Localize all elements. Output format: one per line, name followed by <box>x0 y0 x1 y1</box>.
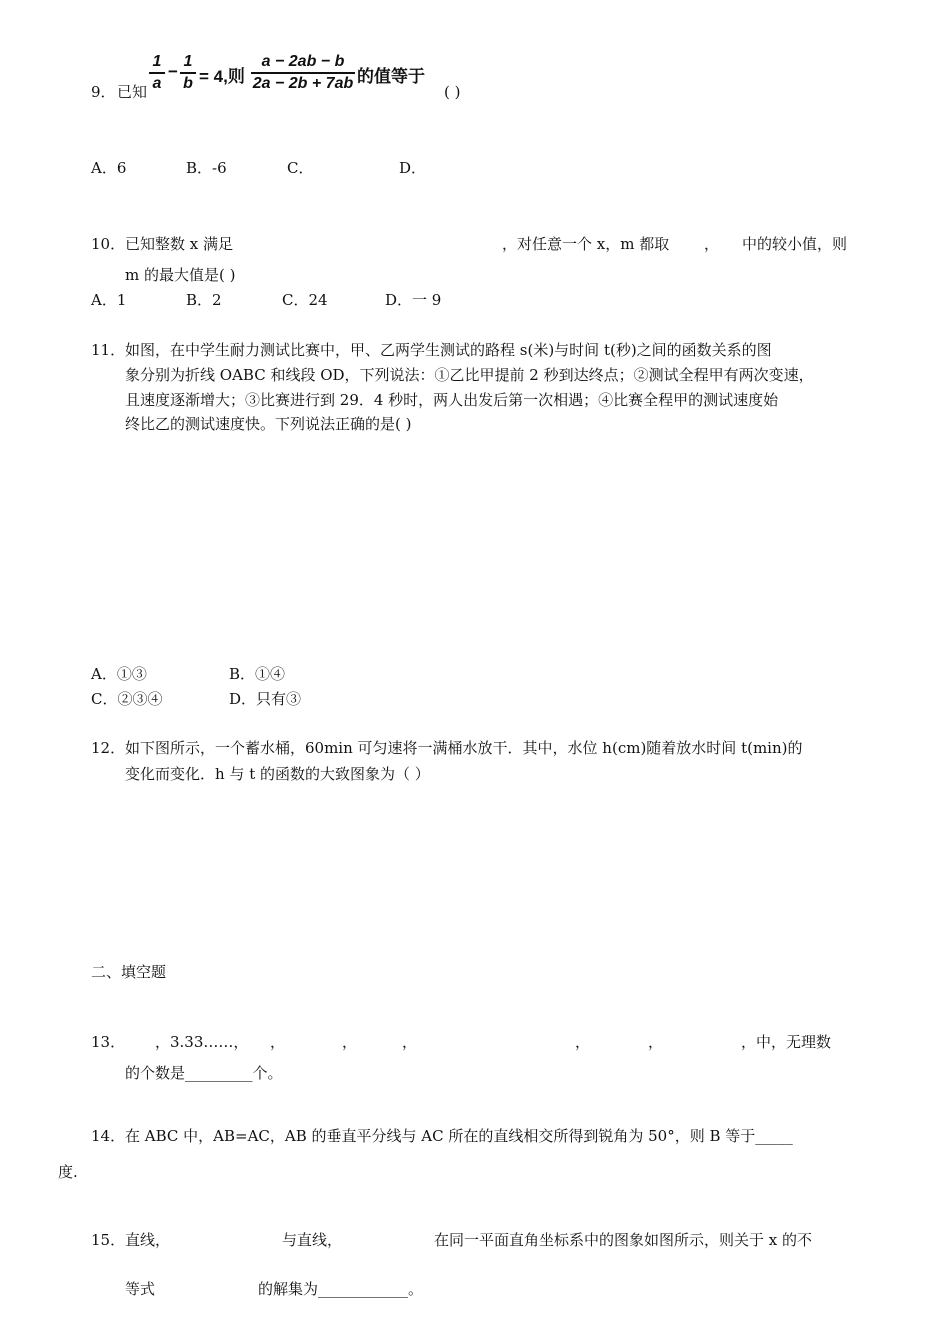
question-number: 13． <box>91 1033 126 1051</box>
question-line: 终比乙的测试速度快。下列说法正确的是( ) <box>125 415 412 433</box>
option-b: B．①④ <box>229 665 286 683</box>
question-text: ， <box>575 1033 591 1051</box>
question-text: ， <box>648 1033 664 1051</box>
question-text: 在同一平面直角坐标系中的图象如图所示，则关于 x 的不 <box>434 1231 812 1249</box>
question-number: 9． <box>91 83 116 101</box>
formula-suffix: 的值等于 <box>357 67 425 86</box>
question-text: 等式 <box>125 1280 156 1298</box>
question-text: ， <box>342 1033 358 1051</box>
question-text: 已知整数 x 满足 <box>125 235 233 253</box>
question-number: 15． <box>91 1231 126 1249</box>
formula-fraction: $\frac{1}{a}$ <box>149 52 165 94</box>
formula-fraction: $\frac{1}{b}$ <box>180 52 196 94</box>
answer-paren: ( ) <box>444 83 461 101</box>
question-text: ， <box>402 1033 418 1051</box>
question-text: 直线， <box>125 1231 171 1249</box>
formula-equals: = 4,则 <box>199 67 245 86</box>
question-text: 中的较小值，则 <box>742 235 848 253</box>
question-text: 在 ABC 中，AB=AC，AB 的垂直平分线与 AC 所在的直线相交所得到锐角为 50°，则 B 等于_____ <box>125 1127 793 1145</box>
question-number: 14． <box>91 1127 126 1145</box>
question-text: 的解集为____________。 <box>258 1280 424 1298</box>
question-line: 如下图所示，一个蓄水桶，60min 可匀速将一满桶水放干．其中，水位 h(cm)随着放水时间 t(min)的 <box>125 739 803 757</box>
question-text: ，对任意一个 x，m 都取 <box>502 235 670 253</box>
formula-fraction: $\frac{a - 2ab - b}{2a - 2b + 7ab}$ <box>252 53 354 92</box>
option-d: D．一 9 <box>385 291 442 309</box>
question-text: 与直线， <box>282 1231 343 1249</box>
question-text: ， <box>270 1033 286 1051</box>
option-d: D．只有③ <box>229 690 302 708</box>
section-heading: 二、填空题 <box>91 963 167 981</box>
option-c: C．②③④ <box>91 690 163 708</box>
question-text: 已知 <box>117 83 148 101</box>
question-line: 变化而变化．h 与 t 的函数的大致图象为（ ） <box>125 765 430 783</box>
option-c: C． <box>287 159 314 177</box>
question-text: 度. <box>58 1163 78 1181</box>
question-text: ， <box>704 235 720 253</box>
option-a: A．1 <box>91 291 127 309</box>
question-number: 12． <box>91 739 126 757</box>
question-line: 如图，在中学生耐力测试比赛中，甲、乙两学生测试的路程 s(米)与时间 t(秒)之间的函数关系的图 <box>125 341 772 359</box>
option-c: C．24 <box>282 291 328 309</box>
formula-minus: − <box>168 62 178 81</box>
question-number: 11． <box>91 341 126 359</box>
question-line: 象分别为折线 OABC 和线段 OD，下列说法：①乙比甲提前 2 秒到达终点；②测试全程甲有两次变速， <box>125 366 814 384</box>
question-text: ，3.33……， <box>155 1033 249 1051</box>
question-text: ，中，无理数 <box>741 1033 832 1051</box>
option-b: B．2 <box>186 291 222 309</box>
question-text: m 的最大值是( ) <box>125 266 236 284</box>
question-number: 10． <box>91 235 126 253</box>
question-line: 且速度逐渐增大；③比赛进行到 29．4 秒时，两人出发后第一次相遇；④比赛全程甲的测试速度始 <box>125 391 779 409</box>
option-a: A．6 <box>91 159 127 177</box>
option-d: D． <box>399 159 427 177</box>
option-b: B．-6 <box>186 159 227 177</box>
question-text: 的个数是_________个。 <box>125 1064 283 1082</box>
option-a: A．①③ <box>91 665 147 683</box>
